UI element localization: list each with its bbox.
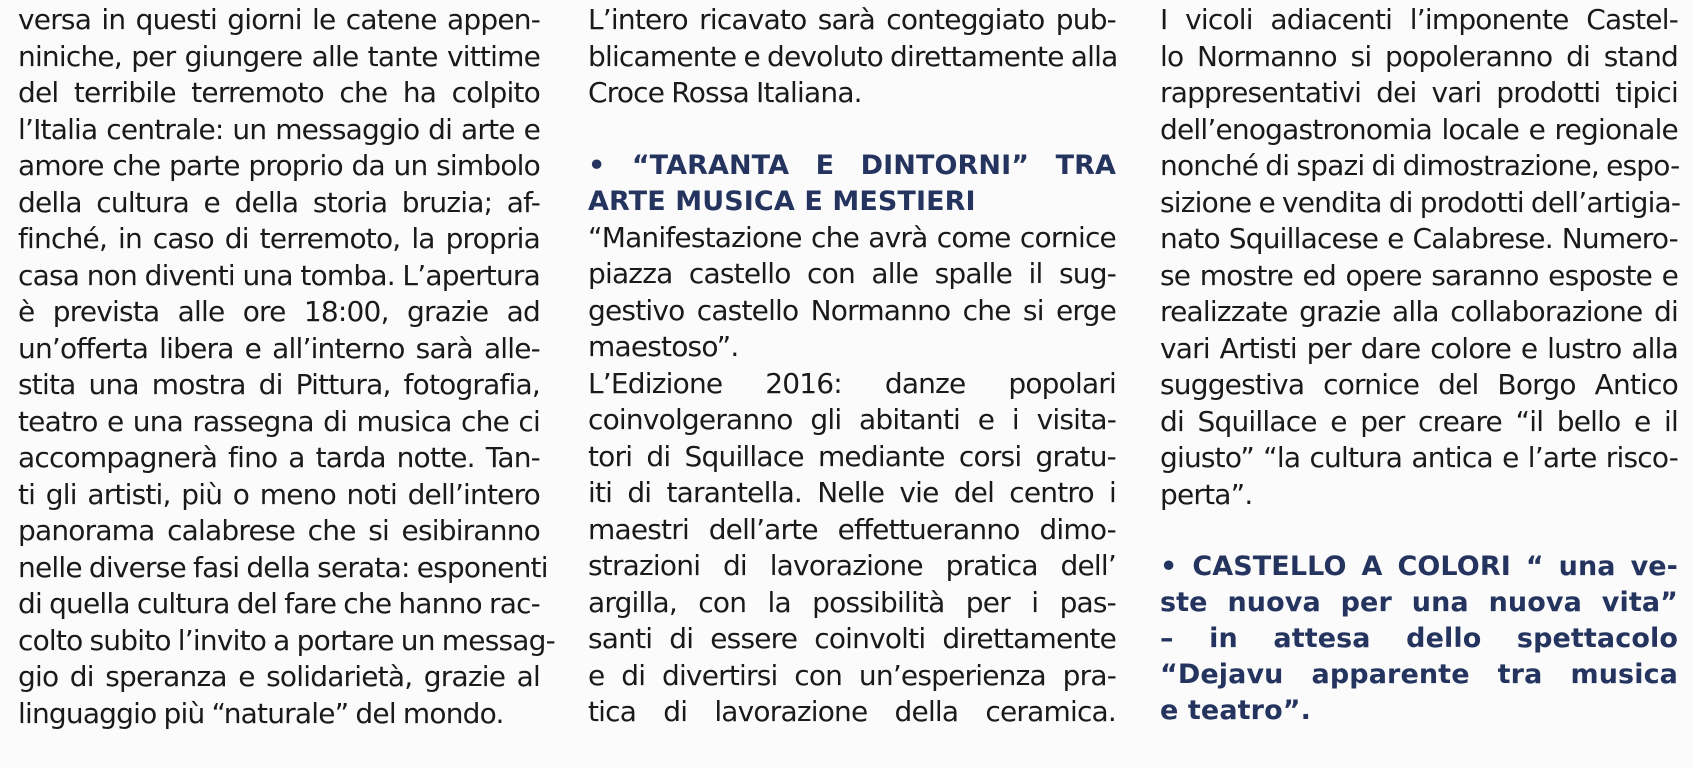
section-heading-castello: ste nuova per una nuova vita” — [1160, 587, 1678, 618]
text-line: “Manifestazione che avrà come cornice — [588, 220, 1116, 254]
column-3 — [1160, 2, 1681, 729]
text-line: vari Artisti per dare colore e lustro alla — [1160, 331, 1678, 365]
text-line: un’offerta libera e all’interno sarà alle- — [18, 331, 540, 365]
text-line: strazioni di lavorazione pratica dell’ — [588, 549, 1116, 582]
text-line: del terribile terremoto che ha colpito — [18, 76, 540, 109]
text-line: nonché di spazi di dimostrazione, espo- — [1160, 149, 1680, 182]
text-line: santi di essere coinvolti direttamente — [588, 622, 1116, 655]
text-line: è prevista alle ore 18:00, grazie ad — [18, 295, 540, 328]
text-line: giusto” “la cultura antica e l’arte risco- — [1160, 441, 1678, 474]
text-line: nato Squillacese e Calabrese. Numero- — [1160, 222, 1678, 255]
text-line: rappresentativi dei vari prodotti tipici — [1160, 76, 1678, 109]
text-line: tori di Squillace mediante corsi gratu- — [588, 439, 1116, 473]
text-line: linguaggio più “naturale” del mondo. — [18, 696, 504, 730]
text-line: piazza castello con alle spalle il sug- — [588, 257, 1116, 290]
text-line: perta”. — [1160, 477, 1253, 511]
text-line: I vicoli adiacenti l’imponente Castel- — [1160, 3, 1678, 36]
text-line: L’Edizione 2016: danze popolari — [588, 366, 1116, 400]
text-line: coinvolgeranno gli abitanti e i visita- — [588, 403, 1116, 436]
text-line: teatro e una rassegna di musica che ci — [18, 404, 540, 438]
text-line: niniche, per giungere alle tante vittime — [18, 39, 540, 73]
text-line: suggestiva cornice del Borgo Antico — [1160, 368, 1678, 401]
section-heading-taranta: • “TARANTA E DINTORNI” TRA — [588, 149, 1116, 181]
section-heading-castello: “Dejavu apparente tra musica — [1160, 659, 1678, 690]
text-line: versa in questi giorni le catene appen- — [18, 3, 540, 36]
paragraph-gap — [588, 112, 1116, 148]
text-line: blicamente e devoluto direttamente alla — [588, 39, 1118, 73]
column-1 — [18, 2, 555, 732]
text-line: argilla, con la possibilità per i pas- — [588, 585, 1116, 619]
text-line: della cultura e della storia bruzia; af- — [18, 185, 540, 219]
text-line: l’Italia centrale: un messaggio di arte e — [18, 112, 540, 146]
text-line: casa non diventi una tomba. L’apertura — [18, 258, 540, 292]
paragraph-gap — [1160, 513, 1678, 549]
column-2 — [588, 2, 1116, 731]
text-line: panorama calabrese che si esibiranno — [18, 514, 540, 547]
text-line: finché, in caso di terremoto, la propria — [18, 222, 540, 255]
text-line: lo Normanno si popoleranno di stand — [1160, 39, 1678, 73]
text-line: nelle diverse fasi della serata: esponenti — [18, 550, 548, 584]
text-line: realizzate grazie alla collaborazione di — [1160, 295, 1678, 328]
text-line: L’intero ricavato sarà conteggiato pub- — [588, 3, 1116, 36]
section-heading-castello: • CASTELLO A COLORI “ una ve- — [1160, 551, 1678, 582]
text-line: sizione e vendita di prodotti dell’artigia- — [1160, 185, 1681, 219]
section-heading-castello: e teatro”. — [1160, 695, 1311, 726]
text-line: gestivo castello Normanno che si erge — [588, 293, 1116, 327]
text-line: se mostre ed opere saranno esposte e — [1160, 258, 1678, 292]
text-line: amore che parte proprio da un simbolo — [18, 149, 540, 182]
text-line: di quella cultura del fare che hanno rac- — [18, 587, 540, 620]
text-line: dell’enogastronomia locale e regionale — [1160, 112, 1678, 146]
text-line: di Squillace e per creare “il bello e il — [1160, 404, 1678, 438]
text-line: accompagnerà fino a tarda notte. Tan- — [18, 441, 540, 474]
text-line: maestri dell’arte effettueranno dimo- — [588, 512, 1116, 546]
text-line: stita una mostra di Pittura, fotografia, — [18, 368, 540, 401]
section-heading-castello: – in attesa dello spettacolo — [1160, 623, 1678, 654]
text-line: iti di tarantella. Nelle vie del centro i — [588, 476, 1116, 509]
text-line: gio di speranza e solidarietà, grazie al — [18, 660, 540, 693]
text-line: colto subito l’invito a portare un messag- — [18, 623, 555, 657]
text-line: maestoso”. — [588, 330, 739, 363]
text-line: Croce Rossa Italiana. — [588, 76, 862, 109]
text-line: e di divertirsi con un’esperienza pra- — [588, 658, 1116, 692]
text-line: tica di lavorazione della ceramica. — [588, 695, 1116, 728]
text-line: ti gli artisti, più o meno noti dell’intero — [18, 477, 540, 511]
section-heading-taranta: ARTE MUSICA E MESTIERI — [588, 185, 976, 217]
